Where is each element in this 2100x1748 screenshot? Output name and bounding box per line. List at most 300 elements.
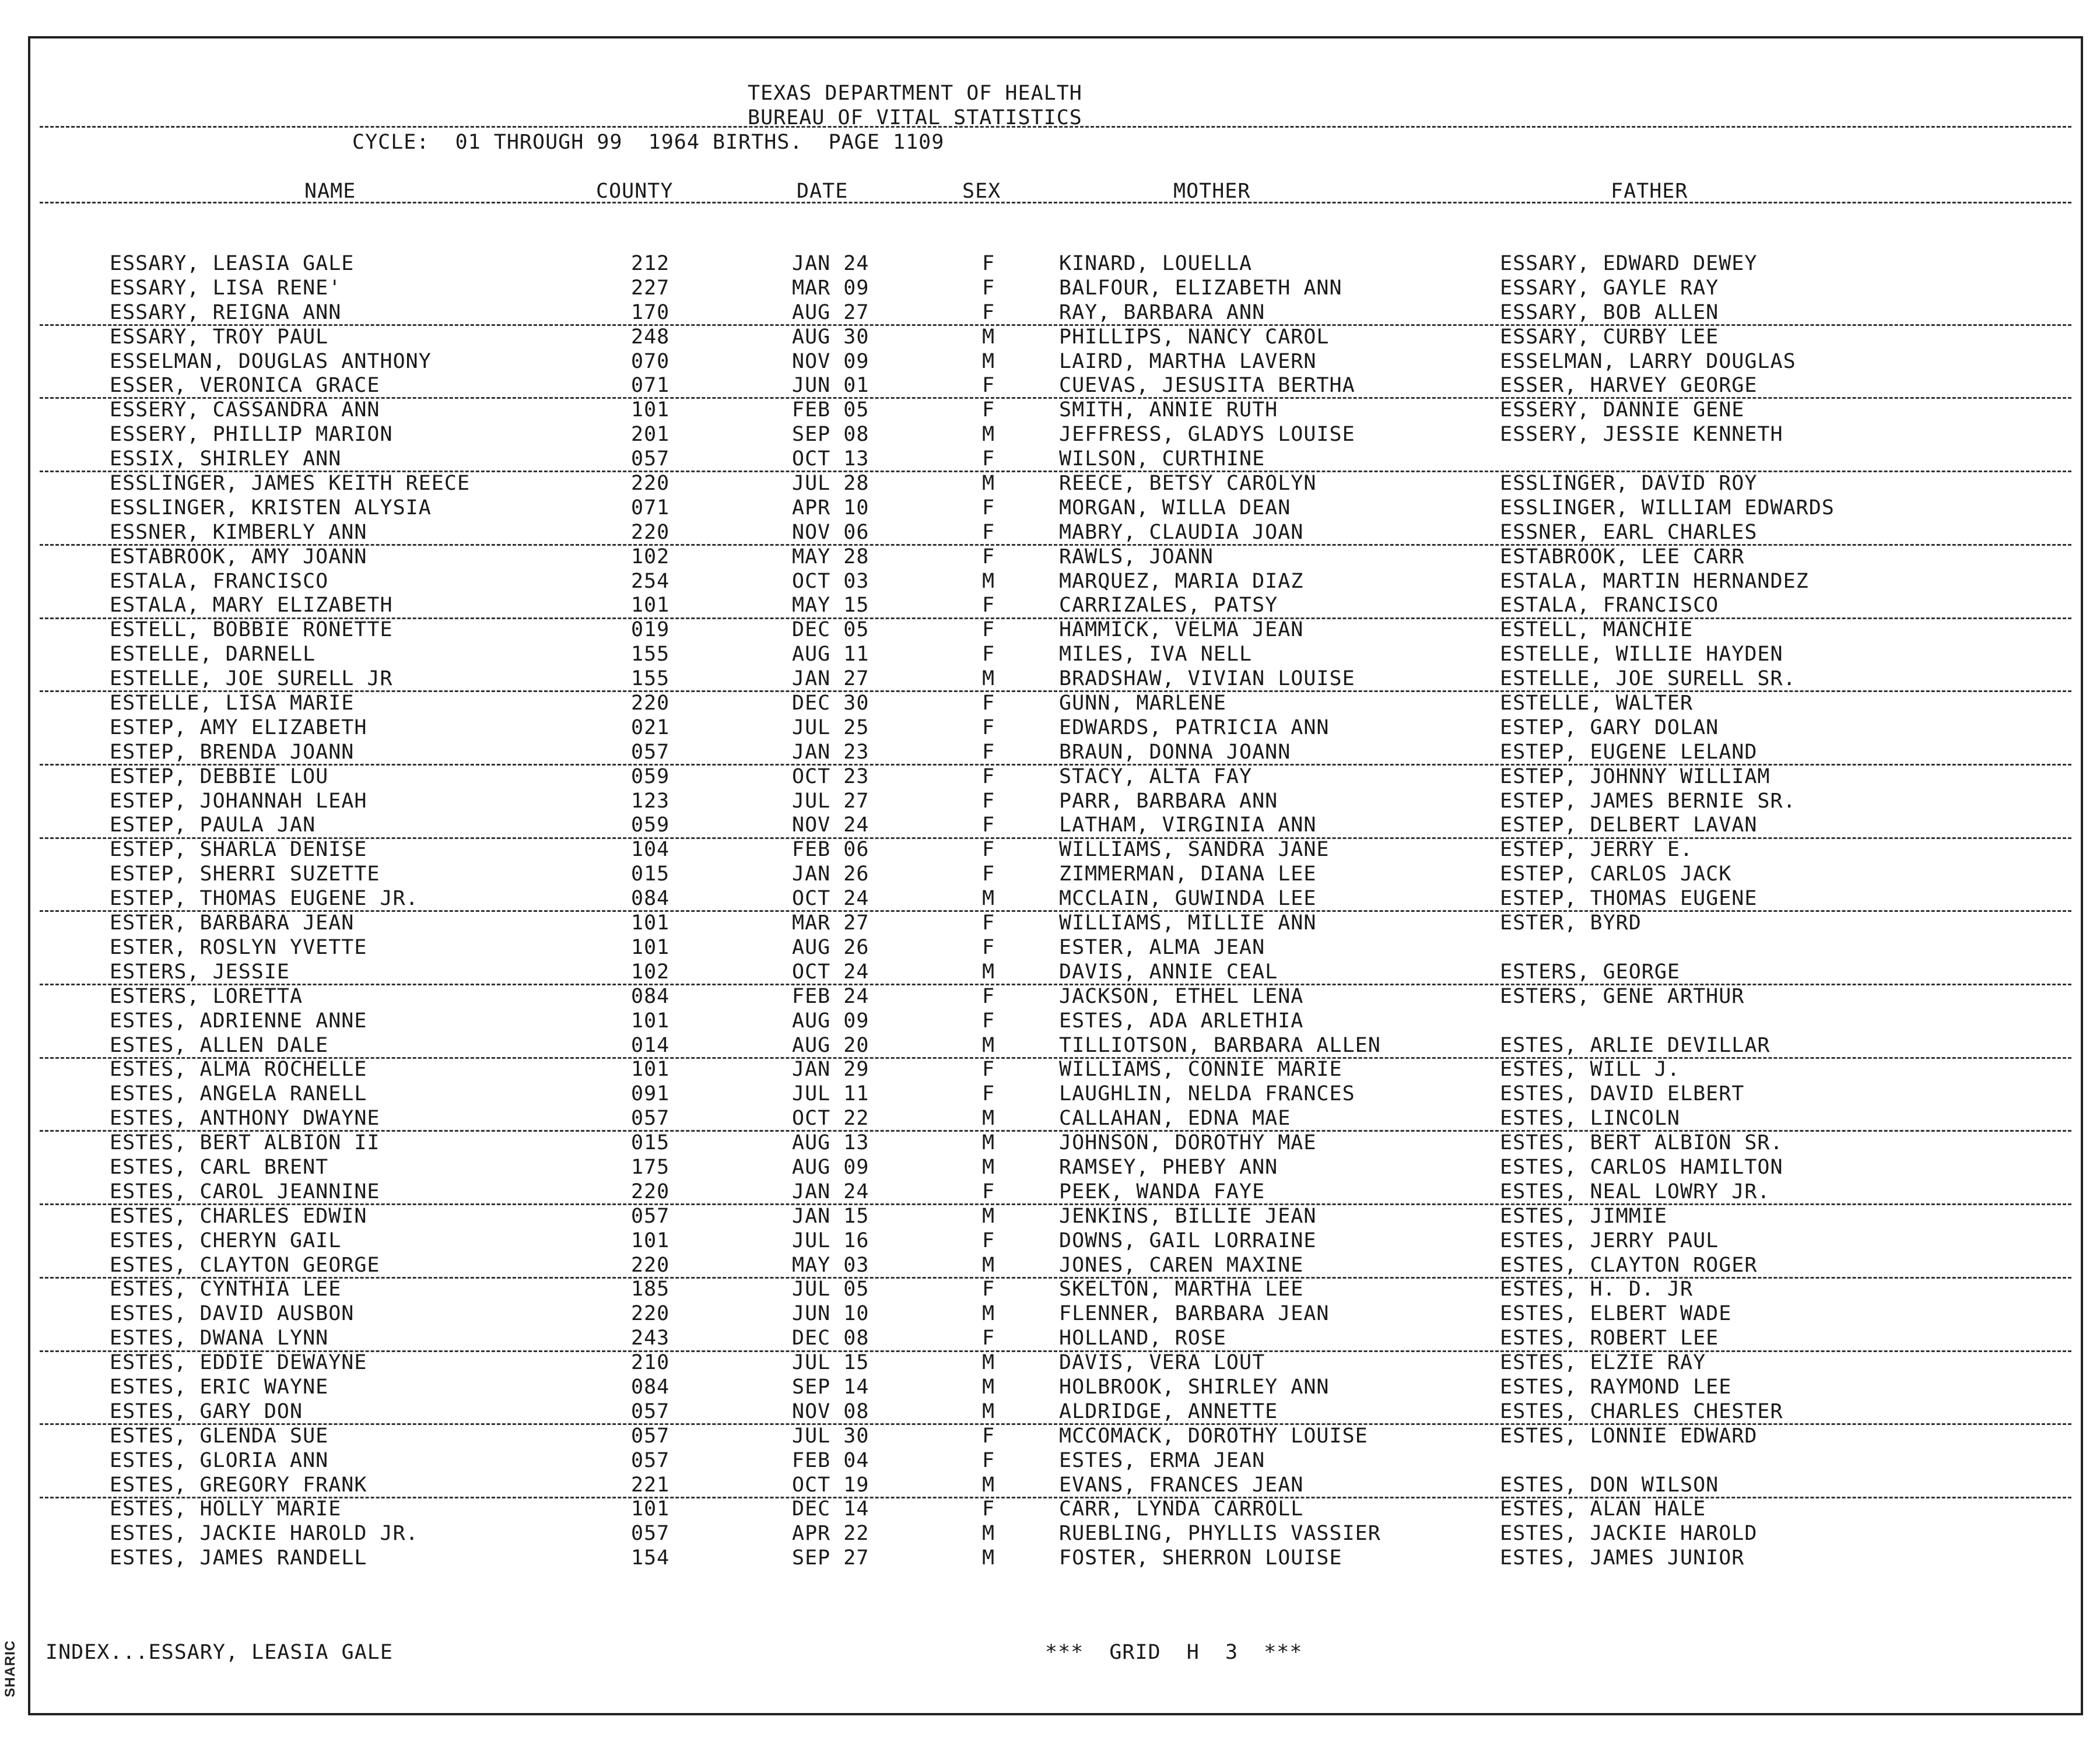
cell-mother: CARRIZALES, PATSY: [1059, 594, 1278, 617]
cell-father: ESSARY, CURBY LEE: [1500, 325, 1719, 349]
bureau-title: BUREAU OF VITAL STATISTICS: [748, 106, 1082, 129]
cell-mother: EDWARDS, PATRICIA ANN: [1059, 715, 1330, 739]
cell-sex: F: [982, 276, 995, 300]
cell-father: ESTES, WILL J.: [1500, 1058, 1681, 1082]
cell-date: AUG 13: [792, 1131, 870, 1155]
cell-county: 057: [631, 1424, 670, 1448]
table-row: [30, 398, 2081, 423]
table-row: [30, 570, 2081, 594]
cell-county: 154: [631, 1546, 670, 1570]
table-row: [30, 1449, 2081, 1473]
column-header-name: NAME: [304, 180, 356, 203]
cell-sex: F: [982, 764, 995, 788]
cell-name: ESTEP, DEBBIE LOU: [110, 764, 329, 788]
cell-county: 091: [631, 1082, 670, 1106]
cell-sex: F: [982, 398, 995, 422]
column-header-mother: MOTHER: [1173, 180, 1251, 203]
cell-sex: M: [982, 1155, 995, 1179]
cell-father: ESTELLE, WALTER: [1500, 692, 1694, 715]
cell-mother: SMITH, ANNIE RUTH: [1059, 398, 1278, 422]
cell-mother: DAVIS, ANNIE CEAL: [1059, 960, 1278, 984]
cell-county: 102: [631, 960, 670, 984]
cell-sex: F: [982, 935, 995, 959]
cell-name: ESTES, HOLLY MARIE: [110, 1497, 342, 1521]
cell-date: AUG 09: [792, 1009, 870, 1033]
column-header-sex: SEX: [962, 180, 1001, 203]
records-list: [30, 252, 2081, 1571]
cell-county: 221: [631, 1473, 670, 1497]
cell-date: AUG 11: [792, 643, 870, 666]
cell-name: ESTES, CARL BRENT: [110, 1155, 329, 1179]
cell-date: FEB 06: [792, 838, 870, 862]
cell-county: 071: [631, 374, 670, 398]
cell-father: ESTEP, EUGENE LELAND: [1500, 740, 1758, 764]
cell-sex: F: [982, 374, 995, 398]
table-row: [30, 496, 2081, 521]
cell-father: ESTES, ELBERT WADE: [1500, 1302, 1732, 1326]
cell-date: JAN 23: [792, 740, 870, 764]
header-divider: [40, 126, 2071, 128]
cell-mother: RUEBLING, PHYLLIS VASSIER: [1059, 1522, 1381, 1546]
cell-sex: F: [982, 1082, 995, 1106]
cell-county: 059: [631, 764, 670, 788]
cell-sex: M: [982, 1351, 995, 1375]
cell-date: OCT 23: [792, 764, 870, 788]
cell-sex: M: [982, 1473, 995, 1497]
cell-father: ESTEP, JERRY E.: [1500, 838, 1694, 862]
cell-mother: HOLBROOK, SHIRLEY ANN: [1059, 1375, 1330, 1399]
cell-father: ESTES, CARLOS HAMILTON: [1500, 1155, 1783, 1179]
cell-date: JAN 27: [792, 667, 870, 691]
cell-father: ESTER, BYRD: [1500, 911, 1642, 935]
cell-father: ESTELL, MANCHIE: [1500, 618, 1694, 642]
cell-county: 019: [631, 618, 670, 642]
cell-mother: RAY, BARBARA ANN: [1059, 300, 1265, 324]
cell-mother: BRAUN, DONNA JOANN: [1059, 740, 1291, 764]
cell-date: JUL 28: [792, 472, 870, 496]
cell-name: ESTES, ALMA ROCHELLE: [110, 1058, 367, 1082]
table-row: [30, 1034, 2081, 1058]
cell-father: ESTES, BERT ALBION SR.: [1500, 1131, 1783, 1155]
cell-mother: MORGAN, WILLA DEAN: [1059, 496, 1291, 520]
cell-father: ESTES, LINCOLN: [1500, 1107, 1681, 1131]
table-row: [30, 1131, 2081, 1156]
cell-sex: F: [982, 1058, 995, 1082]
table-row: [30, 1229, 2081, 1254]
cell-date: NOV 09: [792, 349, 870, 373]
cell-name: ESSERY, CASSANDRA ANN: [110, 398, 380, 422]
cell-name: ESTES, GREGORY FRANK: [110, 1473, 367, 1497]
cell-name: ESSARY, REIGNA ANN: [110, 300, 342, 324]
cell-father: ESSARY, GAYLE RAY: [1500, 276, 1719, 300]
cell-mother: ESTER, ALMA JEAN: [1059, 935, 1265, 959]
cell-date: JUL 05: [792, 1277, 870, 1301]
cell-sex: M: [982, 1204, 995, 1228]
table-row: [30, 1180, 2081, 1205]
cell-father: ESSLINGER, WILLIAM EDWARDS: [1500, 496, 1835, 520]
cell-sex: M: [982, 1375, 995, 1399]
cell-mother: JENKINS, BILLIE JEAN: [1059, 1204, 1317, 1228]
table-row: [30, 1351, 2081, 1375]
cell-sex: F: [982, 594, 995, 617]
cell-father: ESTERS, GENE ARTHUR: [1500, 984, 1745, 1008]
cell-mother: MARQUEZ, MARIA DIAZ: [1059, 569, 1304, 593]
index-footer: INDEX...ESSARY, LEASIA GALE: [45, 1641, 393, 1664]
cell-sex: M: [982, 423, 995, 447]
cell-mother: SKELTON, MARTHA LEE: [1059, 1277, 1304, 1301]
cell-sex: F: [982, 300, 995, 324]
cell-mother: GUNN, MARLENE: [1059, 692, 1226, 715]
department-title: TEXAS DEPARTMENT OF HEALTH: [748, 82, 1082, 105]
table-row: [30, 472, 2081, 496]
cell-county: 220: [631, 520, 670, 544]
cell-sex: M: [982, 349, 995, 373]
cell-date: AUG 30: [792, 325, 870, 349]
table-row: [30, 1326, 2081, 1351]
cell-date: JUL 30: [792, 1424, 870, 1448]
cell-father: ESSELMAN, LARRY DOUGLAS: [1500, 349, 1796, 373]
cell-date: SEP 08: [792, 423, 870, 447]
cell-sex: F: [982, 984, 995, 1008]
cell-name: ESTES, CYNTHIA LEE: [110, 1277, 342, 1301]
column-header-father: FATHER: [1611, 180, 1688, 203]
cell-father: ESTES, ROBERT LEE: [1500, 1326, 1719, 1350]
table-row: [30, 276, 2081, 301]
cell-sex: F: [982, 1497, 995, 1521]
cell-sex: M: [982, 960, 995, 984]
cell-father: ESTEP, CARLOS JACK: [1500, 862, 1732, 886]
cell-sex: F: [982, 911, 995, 935]
table-row: [30, 252, 2081, 276]
column-header-date: DATE: [797, 180, 849, 203]
cell-mother: ESTES, ERMA JEAN: [1059, 1448, 1265, 1472]
cell-father: ESTES, CLAYTON ROGER: [1500, 1253, 1758, 1277]
cell-sex: F: [982, 545, 995, 568]
cell-sex: M: [982, 887, 995, 911]
cell-father: ESTABROOK, LEE CARR: [1500, 545, 1745, 568]
cell-name: ESTES, DAVID AUSBON: [110, 1302, 355, 1326]
cell-date: OCT 22: [792, 1107, 870, 1131]
cell-county: 084: [631, 887, 670, 911]
cell-name: ESTES, ANGELA RANELL: [110, 1082, 367, 1106]
cell-name: ESTES, BERT ALBION II: [110, 1131, 380, 1155]
cell-date: JUL 15: [792, 1351, 870, 1375]
cell-county: 057: [631, 1204, 670, 1228]
cell-date: JAN 26: [792, 862, 870, 886]
cell-county: 059: [631, 813, 670, 837]
cell-county: 170: [631, 300, 670, 324]
cell-father: ESTEP, THOMAS EUGENE: [1500, 887, 1758, 911]
table-row: [30, 1107, 2081, 1131]
table-row: [30, 1277, 2081, 1302]
cell-name: ESTELLE, JOE SURELL JR: [110, 667, 393, 691]
table-row: [30, 740, 2081, 765]
cell-mother: MABRY, CLAUDIA JOAN: [1059, 520, 1304, 544]
cell-date: JUL 11: [792, 1082, 870, 1106]
cell-county: 123: [631, 789, 670, 813]
table-row: [30, 911, 2081, 936]
cycle-line: CYCLE: 01 THROUGH 99 1964 BIRTHS. PAGE 1109: [352, 131, 945, 154]
cell-county: 057: [631, 1448, 670, 1472]
cell-name: ESTES, ANTHONY DWAYNE: [110, 1107, 380, 1131]
table-row: [30, 1058, 2081, 1082]
cell-name: ESTALA, MARY ELIZABETH: [110, 594, 393, 617]
table-row: [30, 1497, 2081, 1522]
cell-name: ESTEP, SHARLA DENISE: [110, 838, 367, 862]
cell-father: ESTERS, GEORGE: [1500, 960, 1681, 984]
cell-mother: FLENNER, BARBARA JEAN: [1059, 1302, 1330, 1326]
record-sheet: [28, 36, 2083, 1715]
cell-county: 212: [631, 252, 670, 275]
cell-name: ESTELLE, LISA MARIE: [110, 692, 355, 715]
cell-county: 057: [631, 447, 670, 471]
cell-date: JAN 29: [792, 1058, 870, 1082]
cell-name: ESSERY, PHILLIP MARION: [110, 423, 393, 447]
cell-county: 243: [631, 1326, 670, 1350]
cell-father: ESTES, NEAL LOWRY JR.: [1500, 1180, 1771, 1203]
cell-sex: M: [982, 569, 995, 593]
cell-mother: MILES, IVA NELL: [1059, 643, 1253, 666]
cell-name: ESSER, VERONICA GRACE: [110, 374, 380, 398]
cell-mother: RAMSEY, PHEBY ANN: [1059, 1155, 1278, 1179]
cell-date: FEB 05: [792, 398, 870, 422]
cell-mother: HAMMICK, VELMA JEAN: [1059, 618, 1304, 642]
cell-sex: F: [982, 1228, 995, 1252]
cell-mother: ZIMMERMAN, DIANA LEE: [1059, 862, 1317, 886]
cell-name: ESTALA, FRANCISCO: [110, 569, 329, 593]
table-row: [30, 862, 2081, 887]
cell-name: ESTES, CAROL JEANNINE: [110, 1180, 380, 1203]
cell-mother: EVANS, FRANCES JEAN: [1059, 1473, 1304, 1497]
cell-father: ESTES, DAVID ELBERT: [1500, 1082, 1745, 1106]
cell-date: NOV 08: [792, 1399, 870, 1423]
cell-county: 220: [631, 1180, 670, 1203]
cell-sex: F: [982, 520, 995, 544]
table-row: [30, 1400, 2081, 1424]
cell-mother: WILLIAMS, CONNIE MARIE: [1059, 1058, 1342, 1082]
cell-name: ESSIX, SHIRLEY ANN: [110, 447, 342, 471]
cell-county: 101: [631, 1497, 670, 1521]
cell-name: ESSLINGER, KRISTEN ALYSIA: [110, 496, 432, 520]
table-row: [30, 960, 2081, 985]
cell-father: ESTES, CHARLES CHESTER: [1500, 1399, 1783, 1423]
cell-name: ESTEP, THOMAS EUGENE JR.: [110, 887, 419, 911]
cell-county: 101: [631, 1058, 670, 1082]
cell-name: ESTERS, LORETTA: [110, 984, 303, 1008]
cell-mother: CUEVAS, JESUSITA BERTHA: [1059, 374, 1355, 398]
cell-name: ESTERS, JESSIE: [110, 960, 290, 984]
cell-date: JUL 27: [792, 789, 870, 813]
table-row: [30, 1082, 2081, 1107]
cell-county: 101: [631, 911, 670, 935]
cell-father: ESSER, HARVEY GEORGE: [1500, 374, 1758, 398]
cell-father: ESSERY, DANNIE GENE: [1500, 398, 1745, 422]
cell-sex: M: [982, 1522, 995, 1546]
cell-date: JAN 24: [792, 252, 870, 275]
cell-mother: WILLIAMS, SANDRA JANE: [1059, 838, 1330, 862]
cell-father: ESTEP, JAMES BERNIE SR.: [1500, 789, 1796, 813]
cell-date: MAR 09: [792, 276, 870, 300]
cell-date: DEC 05: [792, 618, 870, 642]
cell-father: ESSLINGER, DAVID ROY: [1500, 472, 1758, 496]
cell-county: 220: [631, 1302, 670, 1326]
cell-mother: PEEK, WANDA FAYE: [1059, 1180, 1265, 1203]
cell-county: 015: [631, 1131, 670, 1155]
cell-name: ESTEP, BRENDA JOANN: [110, 740, 355, 764]
cell-mother: CARR, LYNDA CARROLL: [1059, 1497, 1304, 1521]
cell-date: NOV 24: [792, 813, 870, 837]
cell-county: 057: [631, 1107, 670, 1131]
cell-sex: M: [982, 1033, 995, 1057]
cell-mother: PARR, BARBARA ANN: [1059, 789, 1278, 813]
cell-name: ESTER, ROSLYN YVETTE: [110, 935, 367, 959]
cell-date: MAY 15: [792, 594, 870, 617]
cell-name: ESTES, JACKIE HAROLD JR.: [110, 1522, 419, 1546]
cell-name: ESSARY, TROY PAUL: [110, 325, 329, 349]
cell-mother: MCCLAIN, GUWINDA LEE: [1059, 887, 1317, 911]
cell-name: ESTES, CHERYN GAIL: [110, 1228, 342, 1252]
cell-mother: HOLLAND, ROSE: [1059, 1326, 1226, 1350]
cell-date: OCT 03: [792, 569, 870, 593]
cell-sex: F: [982, 1180, 995, 1203]
cell-mother: JACKSON, ETHEL LENA: [1059, 984, 1304, 1008]
cell-mother: ESTES, ADA ARLETHIA: [1059, 1009, 1304, 1033]
table-row: [30, 1473, 2081, 1498]
table-row: [30, 618, 2081, 643]
cell-date: JAN 24: [792, 1180, 870, 1203]
cell-father: ESTES, JACKIE HAROLD: [1500, 1522, 1758, 1546]
cell-county: 014: [631, 1033, 670, 1057]
table-row: [30, 1009, 2081, 1034]
cell-county: 248: [631, 325, 670, 349]
cell-date: JUN 01: [792, 374, 870, 398]
cell-father: ESSNER, EARL CHARLES: [1500, 520, 1758, 544]
cell-name: ESTEP, SHERRI SUZETTE: [110, 862, 380, 886]
cell-date: JUL 25: [792, 715, 870, 739]
table-row: [30, 692, 2081, 716]
cell-sex: F: [982, 1448, 995, 1472]
cell-mother: BRADSHAW, VIVIAN LOUISE: [1059, 667, 1355, 691]
cell-mother: TILLIOTSON, BARBARA ALLEN: [1059, 1033, 1381, 1057]
cell-name: ESTES, DWANA LYNN: [110, 1326, 329, 1350]
cell-name: ESTER, BARBARA JEAN: [110, 911, 355, 935]
cell-name: ESTES, ERIC WAYNE: [110, 1375, 329, 1399]
cell-date: APR 10: [792, 496, 870, 520]
cell-sex: F: [982, 813, 995, 837]
cell-county: 155: [631, 667, 670, 691]
table-row: [30, 765, 2081, 789]
cell-county: 057: [631, 1522, 670, 1546]
cell-name: ESTES, ADRIENNE ANNE: [110, 1009, 367, 1033]
table-row: [30, 521, 2081, 545]
cell-sex: F: [982, 496, 995, 520]
cell-mother: RAWLS, JOANN: [1059, 545, 1214, 568]
table-row: [30, 716, 2081, 740]
cell-county: 084: [631, 984, 670, 1008]
table-row: [30, 325, 2081, 350]
cell-mother: CALLAHAN, EDNA MAE: [1059, 1107, 1291, 1131]
cell-sex: F: [982, 1326, 995, 1350]
cell-name: ESSNER, KIMBERLY ANN: [110, 520, 367, 544]
cell-name: ESTEP, AMY ELIZABETH: [110, 715, 367, 739]
cell-date: APR 22: [792, 1522, 870, 1546]
cell-sex: F: [982, 1009, 995, 1033]
table-row: [30, 887, 2081, 911]
cell-sex: M: [982, 1399, 995, 1423]
cell-date: OCT 24: [792, 887, 870, 911]
cell-county: 227: [631, 276, 670, 300]
table-row: [30, 1156, 2081, 1180]
cell-county: 101: [631, 1228, 670, 1252]
table-row: [30, 813, 2081, 838]
grid-footer: *** GRID H 3 ***: [1045, 1641, 1303, 1664]
cell-date: MAY 03: [792, 1253, 870, 1277]
cell-sex: F: [982, 692, 995, 715]
cell-sex: F: [982, 643, 995, 666]
cell-county: 102: [631, 545, 670, 568]
cell-date: AUG 26: [792, 935, 870, 959]
cell-sex: F: [982, 862, 995, 886]
cell-mother: KINARD, LOUELLA: [1059, 252, 1253, 275]
table-row: [30, 1546, 2081, 1571]
cell-name: ESTEP, PAULA JAN: [110, 813, 316, 837]
cell-mother: LATHAM, VIRGINIA ANN: [1059, 813, 1317, 837]
table-row: [30, 643, 2081, 667]
table-row: [30, 1375, 2081, 1400]
cell-date: SEP 27: [792, 1546, 870, 1570]
cell-county: 220: [631, 1253, 670, 1277]
cell-name: ESTES, JAMES RANDELL: [110, 1546, 367, 1570]
cell-sex: F: [982, 715, 995, 739]
cell-sex: M: [982, 1302, 995, 1326]
cell-father: ESTES, JIMMIE: [1500, 1204, 1667, 1228]
cell-date: NOV 06: [792, 520, 870, 544]
cell-mother: WILSON, CURTHINE: [1059, 447, 1265, 471]
cell-mother: DOWNS, GAIL LORRAINE: [1059, 1228, 1317, 1252]
cell-mother: FOSTER, SHERRON LOUISE: [1059, 1546, 1342, 1570]
cell-mother: MCCOMACK, DOROTHY LOUISE: [1059, 1424, 1368, 1448]
cell-mother: LAUGHLIN, NELDA FRANCES: [1059, 1082, 1355, 1106]
cell-date: AUG 20: [792, 1033, 870, 1057]
cell-father: ESTALA, MARTIN HERNANDEZ: [1500, 569, 1809, 593]
cell-mother: BALFOUR, ELIZABETH ANN: [1059, 276, 1342, 300]
cell-mother: DAVIS, VERA LOUT: [1059, 1351, 1265, 1375]
cell-date: SEP 14: [792, 1375, 870, 1399]
cell-sex: F: [982, 838, 995, 862]
cell-county: 220: [631, 692, 670, 715]
cell-father: ESTEP, DELBERT LAVAN: [1500, 813, 1758, 837]
cell-father: ESTALA, FRANCISCO: [1500, 594, 1719, 617]
cell-father: ESTES, LONNIE EDWARD: [1500, 1424, 1758, 1448]
table-row: [30, 545, 2081, 570]
cell-county: 101: [631, 398, 670, 422]
side-label: SHARIC: [2, 1640, 18, 1698]
cell-date: OCT 13: [792, 447, 870, 471]
column-header-divider: [40, 202, 2071, 203]
table-row: [30, 594, 2081, 618]
cell-sex: F: [982, 252, 995, 275]
cell-father: ESTEP, JOHNNY WILLIAM: [1500, 764, 1771, 788]
table-row: [30, 1254, 2081, 1278]
cell-sex: M: [982, 1107, 995, 1131]
table-row: [30, 447, 2081, 472]
cell-date: OCT 19: [792, 1473, 870, 1497]
cell-sex: F: [982, 447, 995, 471]
cell-county: 201: [631, 423, 670, 447]
cell-date: MAR 27: [792, 911, 870, 935]
cell-date: JUN 10: [792, 1302, 870, 1326]
cell-father: ESSARY, EDWARD DEWEY: [1500, 252, 1758, 275]
